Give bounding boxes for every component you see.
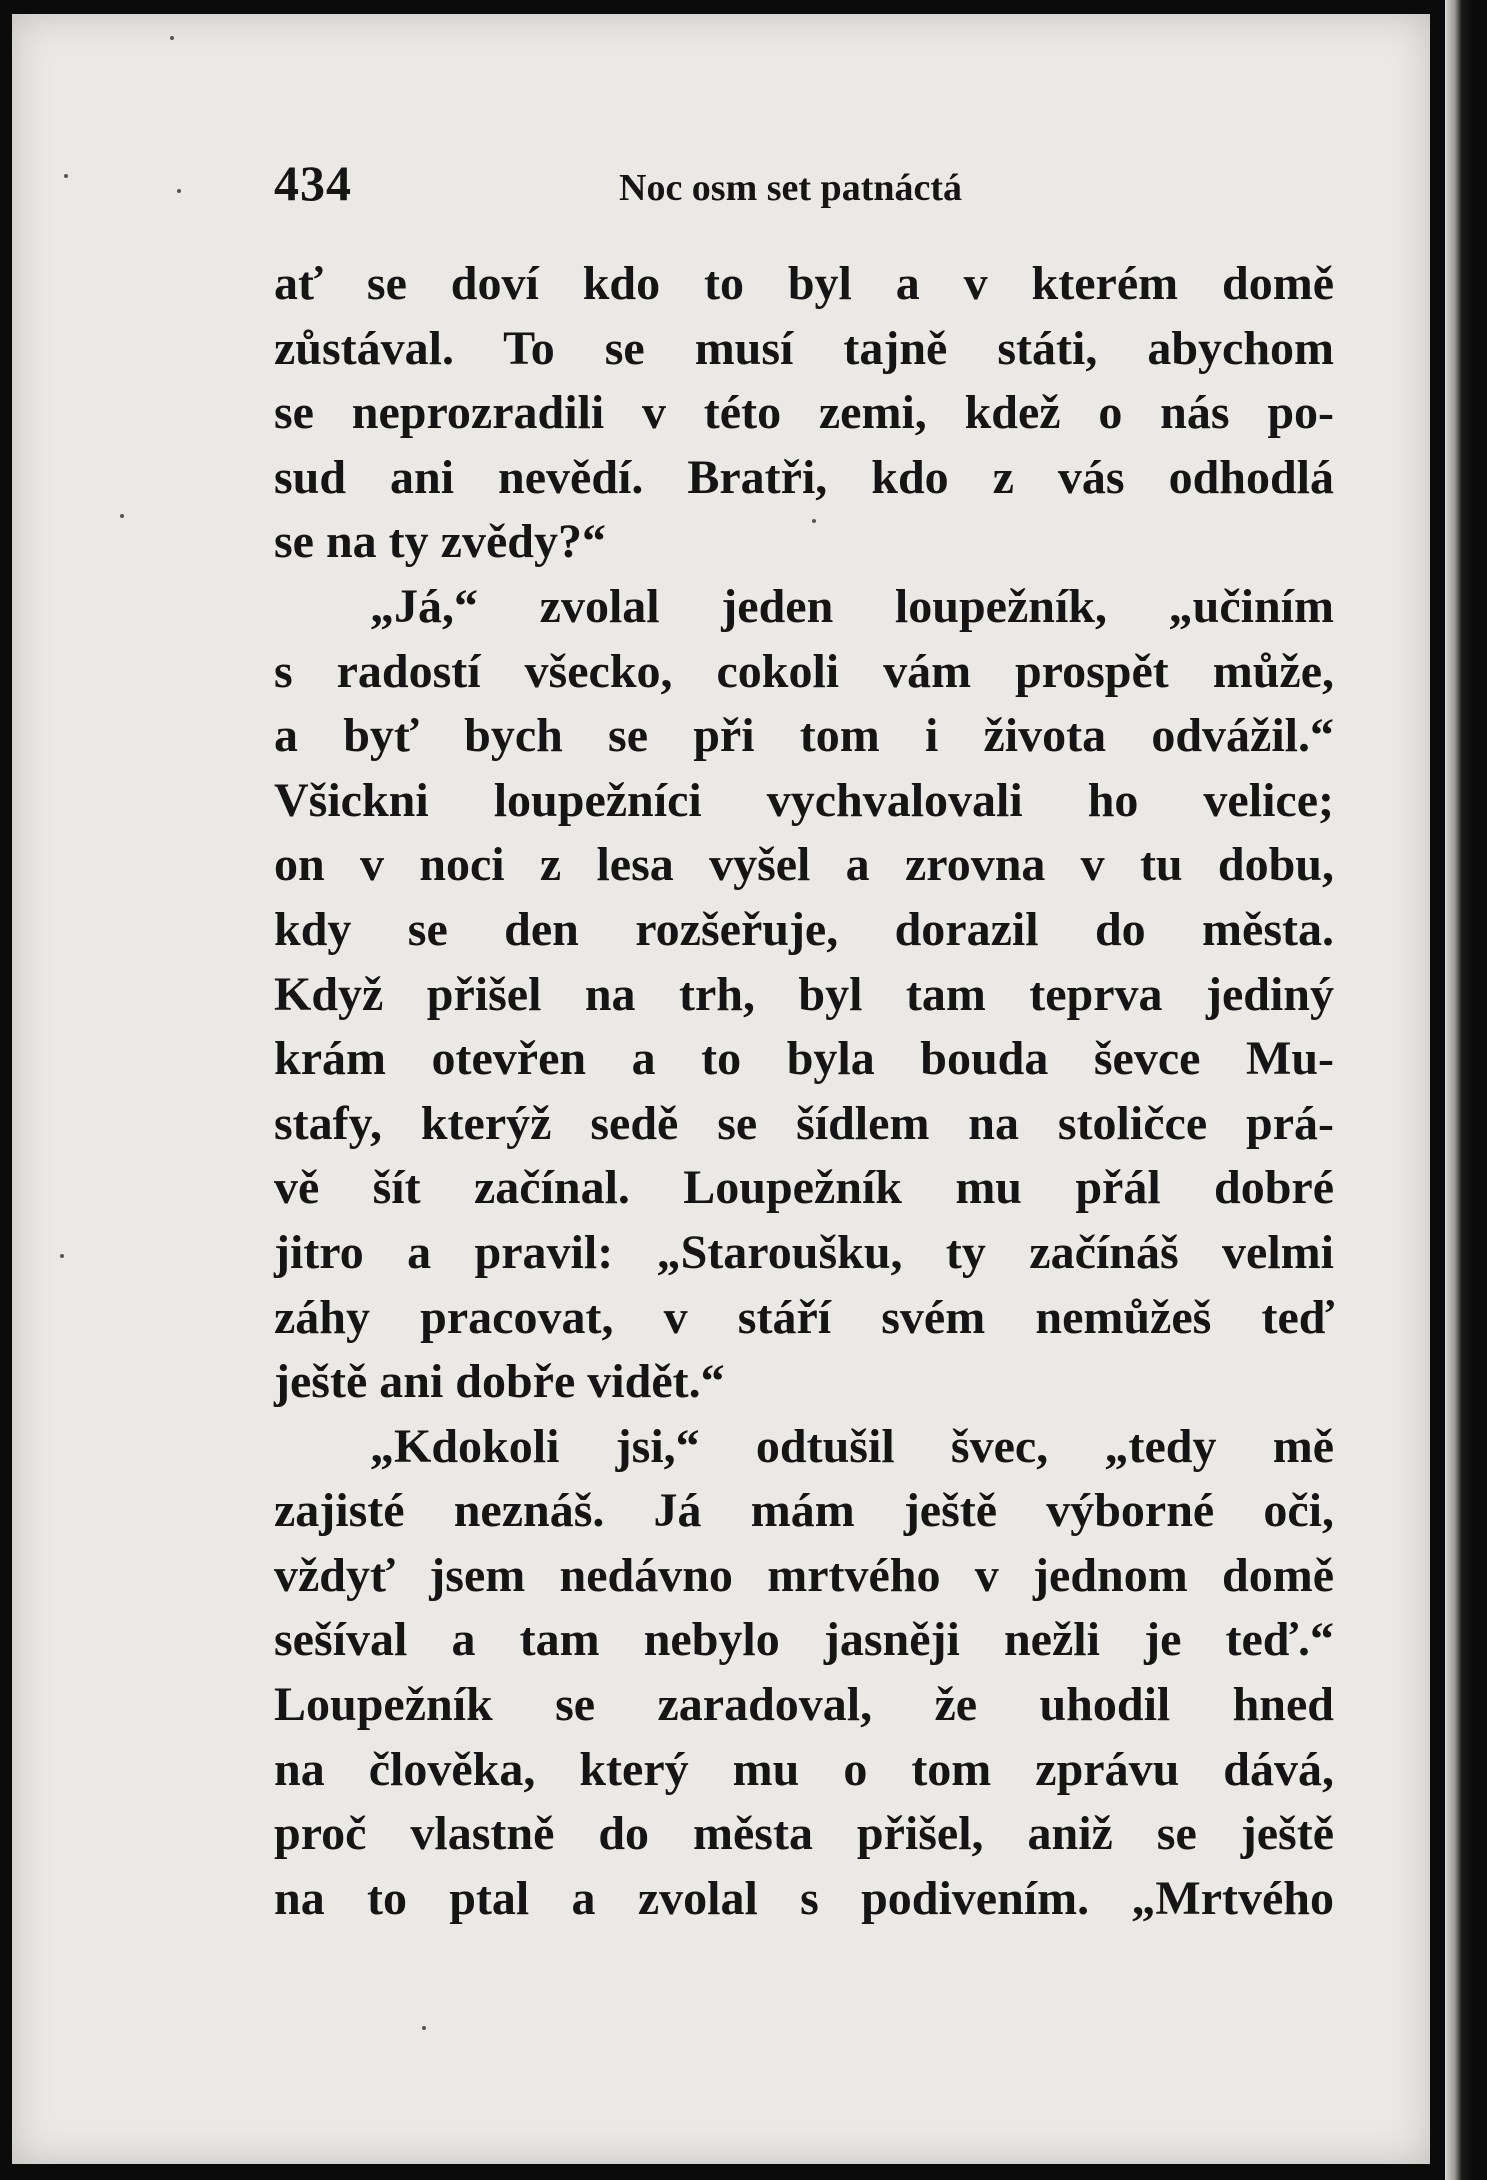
text-line: sud ani nevědí. Bratři, kdo z vás odhodlá — [274, 450, 1334, 504]
text-line: zajisté neznáš. Já mám ještě výborné oči, — [274, 1484, 1334, 1538]
text-line: on v noci z lesa vyšel a zrovna v tu dobu, — [274, 838, 1334, 892]
text-line: Když přišel na trh, byl tam teprva jediný — [274, 967, 1334, 1021]
body-text — [274, 252, 1334, 1931]
text-line: Loupežník se zaradoval, že uhodil hned — [274, 1678, 1334, 1732]
text-line: se neprozradili v této zemi, kdež o nás po- — [274, 386, 1334, 440]
paper-speck — [64, 174, 68, 178]
text-line: stafy, kterýž sedě se šídlem na stoličce prá- — [274, 1096, 1334, 1150]
text-line: proč vlastně do města přišel, aniž se ještě — [274, 1807, 1334, 1861]
text-line: vždyť jsem nedávno mrtvého v jednom domě — [274, 1548, 1334, 1602]
page-header — [274, 154, 1334, 214]
text-line: a byť bych se při tom i života odvážil.“ — [274, 709, 1334, 763]
paper-speck — [120, 514, 124, 518]
paper-speck — [422, 2026, 426, 2030]
text-line: „Kdokoli jsi,“ odtušil švec, „tedy mě — [370, 1419, 1334, 1473]
text-line: ať se doví kdo to byl a v kterém domě — [274, 257, 1334, 310]
text-line: „Já,“ zvolal jeden loupežník, „učiním — [370, 579, 1334, 633]
running-title: Noc osm set patnáctá — [619, 167, 963, 209]
book-page — [12, 14, 1430, 2164]
text-line: se na ty zvědy?“ — [274, 515, 606, 569]
text-line: na to ptal a zvolal s podivením. „Mrtvého — [274, 1871, 1334, 1925]
text-line: kdy se den rozšeřuje, dorazil do města. — [274, 902, 1334, 956]
paper-speck — [170, 36, 174, 40]
text-line: zůstával. To se musí tajně státi, abychom — [274, 321, 1334, 375]
text-line: jitro a pravil: „Staroušku, ty začínáš velmi — [274, 1225, 1334, 1279]
paper-speck — [60, 1254, 64, 1258]
text-line: krám otevřen a to byla bouda ševce Mu- — [274, 1032, 1334, 1086]
text-line: na člověka, který mu o tom zprávu dává, — [274, 1742, 1334, 1796]
text-line: sešíval a tam nebylo jasněji nežli je teď.“ — [274, 1613, 1334, 1667]
text-line: s radostí všecko, cokoli vám prospět může, — [274, 644, 1334, 698]
text-line: ještě ani dobře vidět.“ — [274, 1355, 725, 1409]
page-number: 434 — [274, 155, 352, 211]
text-line: záhy pracovat, v stáří svém nemůžeš teď — [274, 1290, 1334, 1344]
paper-speck — [177, 189, 181, 193]
text-line: Všickni loupežníci vychvalovali ho velice; — [274, 773, 1334, 827]
book-spine-edge — [1445, 0, 1473, 2180]
text-line: vě šít začínal. Loupežník mu přál dobré — [274, 1161, 1334, 1215]
